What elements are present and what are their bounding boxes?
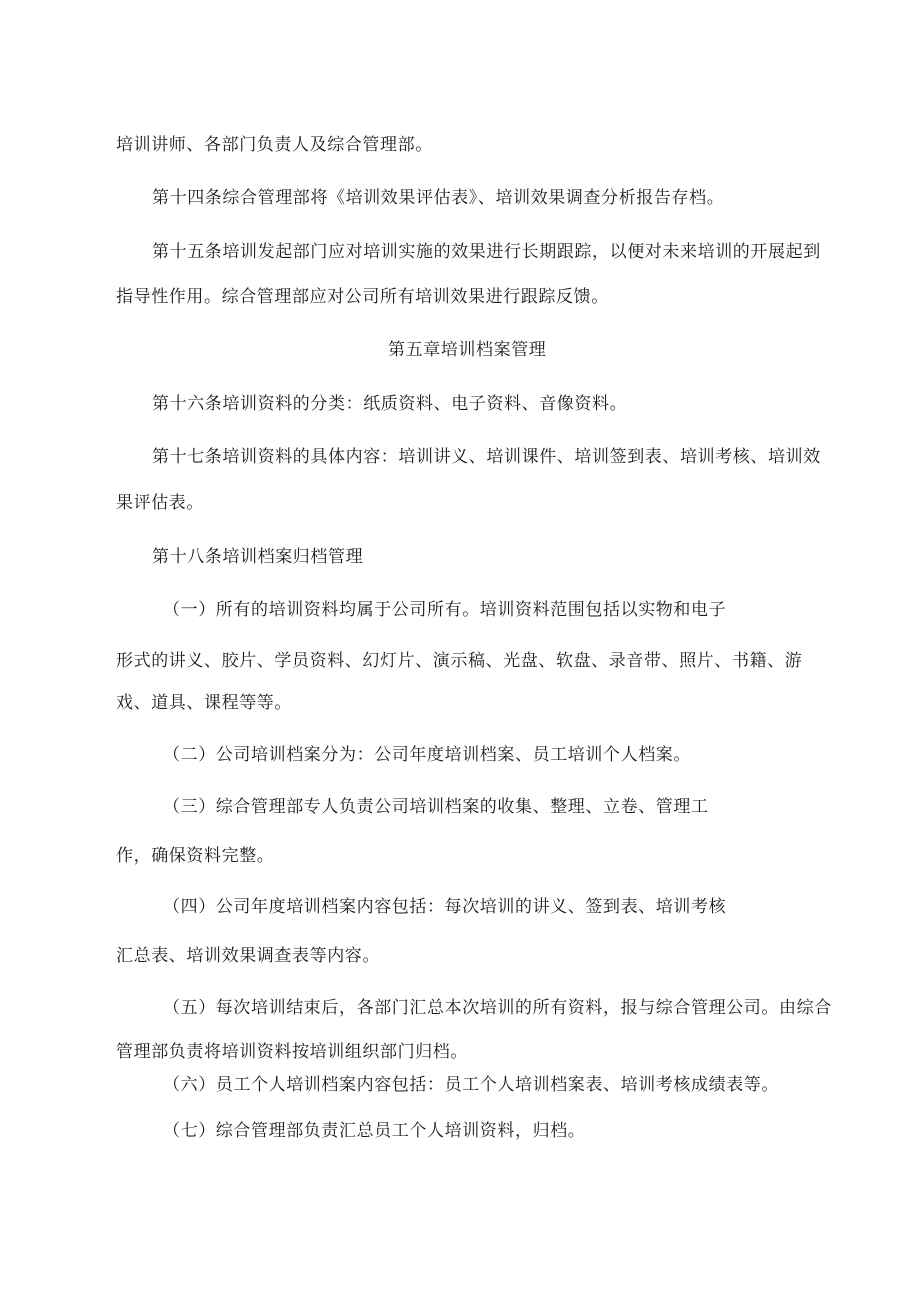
item-5-line-1: （五）每次培训结束后，各部门汇总本次培训的所有资料，报与综合管理公司。由综合: [163, 998, 832, 1018]
item-7: （七）综合管理部负责汇总员工个人培训资料，归档。: [163, 1121, 586, 1141]
item-1-line-3: 戏、道具、课程等等。: [116, 693, 292, 713]
text-line-1: 培训讲师、各部门负责人及综合管理部。: [116, 135, 433, 155]
item-6: （六）员工个人培训档案内容包括：员工个人培训档案表、培训考核成绩表等。: [163, 1075, 779, 1095]
item-1-line-2: 形式的讲义、胶片、学员资料、幻灯片、演示稿、光盘、软盘、录音带、照片、书籍、游: [116, 651, 803, 671]
item-2: （二）公司培训档案分为：公司年度培训档案、员工培训个人档案。: [163, 745, 691, 765]
item-3-line-2: 作，确保资料完整。: [116, 846, 275, 866]
article-18: 第十八条培训档案归档管理: [152, 547, 364, 567]
item-3-line-1: （三）综合管理部专人负责公司培训档案的收集、整理、立卷、管理工: [163, 797, 709, 817]
article-14: 第十四条综合管理部将《培训效果评估表》、培训效果调查分析报告存档。: [152, 188, 725, 208]
article-15-line-2: 指导性作用。综合管理部应对公司所有培训效果进行跟踪反馈。: [116, 287, 609, 307]
article-15-line-1: 第十五条培训发起部门应对培训实施的效果进行长期跟踪，以便对未来培训的开展起到: [152, 242, 821, 262]
article-17-line-2: 果评估表。: [116, 493, 204, 513]
article-17-line-1: 第十七条培训资料的具体内容：培训讲义、培训课件、培训签到表、培训考核、培训效: [152, 447, 821, 467]
item-1-line-1: （一）所有的培训资料均属于公司所有。培训资料范围包括以实物和电子: [163, 600, 727, 620]
item-5-line-2: 管理部负责将培训资料按培训组织部门归档。: [116, 1042, 468, 1062]
article-16: 第十六条培训资料的分类：纸质资料、电子资料、音像资料。: [152, 394, 628, 414]
chapter-5-heading: 第五章培训档案管理: [388, 340, 547, 360]
item-4-line-2: 汇总表、培训效果调查表等内容。: [116, 946, 380, 966]
item-4-line-1: （四）公司年度培训档案内容包括：每次培训的讲义、签到表、培训考核: [163, 897, 727, 917]
